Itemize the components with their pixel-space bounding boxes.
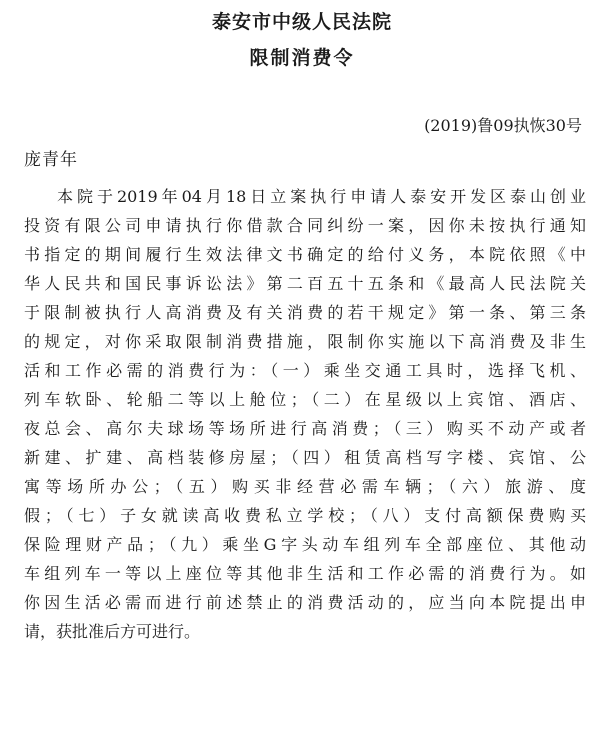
document-title: 限制消费令 [249,47,355,69]
court-name: 泰安市中级人民法院 [211,11,392,33]
body-line: 本院于2019年04月18日立案执行申请人泰安开发区泰山创业 [57,187,586,206]
order-body [24,182,586,646]
body-line: 请，获批准后方可进行。 [24,622,201,641]
body-line: 活和工作必需的消费行为：（一）乘坐交通工具时，选择飞机、 [24,361,586,380]
body-line: 列车软卧、轮船二等以上舱位；（二）在星级以上宾馆、酒店、 [24,390,586,409]
body-line: 夜总会、高尔夫球场等场所进行高消费；（三）购买不动产或者 [24,419,586,438]
body-line: 新建、扩建、高档装修房屋；（四）租赁高档写字楼、宾馆、公 [24,448,586,467]
body-line: 保险理财产品；（九）乘坐G字头动车组列车全部座位、其他动 [24,535,586,554]
body-line: 假；（七）子女就读高收费私立学校；（八）支付高额保费购买 [24,506,586,525]
addressee-name: 庞青年 [24,150,78,170]
body-line: 书指定的期间履行生效法律文书确定的给付义务，本院依照《中 [24,245,586,264]
body-line: 你因生活必需而进行前述禁止的消费活动的，应当向本院提出申 [24,593,586,612]
body-line: 寓等场所办公；（五）购买非经营必需车辆；（六）旅游、度 [24,477,586,496]
case-number: (2019)鲁09执恢30号 [424,116,582,135]
body-line: 车组列车一等以上座位等其他非生活和工作必需的消费行为。如 [24,564,586,583]
body-line: 的规定，对你采取限制消费措施，限制你实施以下高消费及非生 [24,332,586,351]
body-line: 于限制被执行人高消费及有关消费的若干规定》第一条、第三条 [24,303,586,322]
body-line: 华人民共和国民事诉讼法》第二百五十五条和《最高人民法院关 [24,274,586,293]
body-line: 投资有限公司申请执行你借款合同纠纷一案，因你未按执行通知 [24,216,586,235]
